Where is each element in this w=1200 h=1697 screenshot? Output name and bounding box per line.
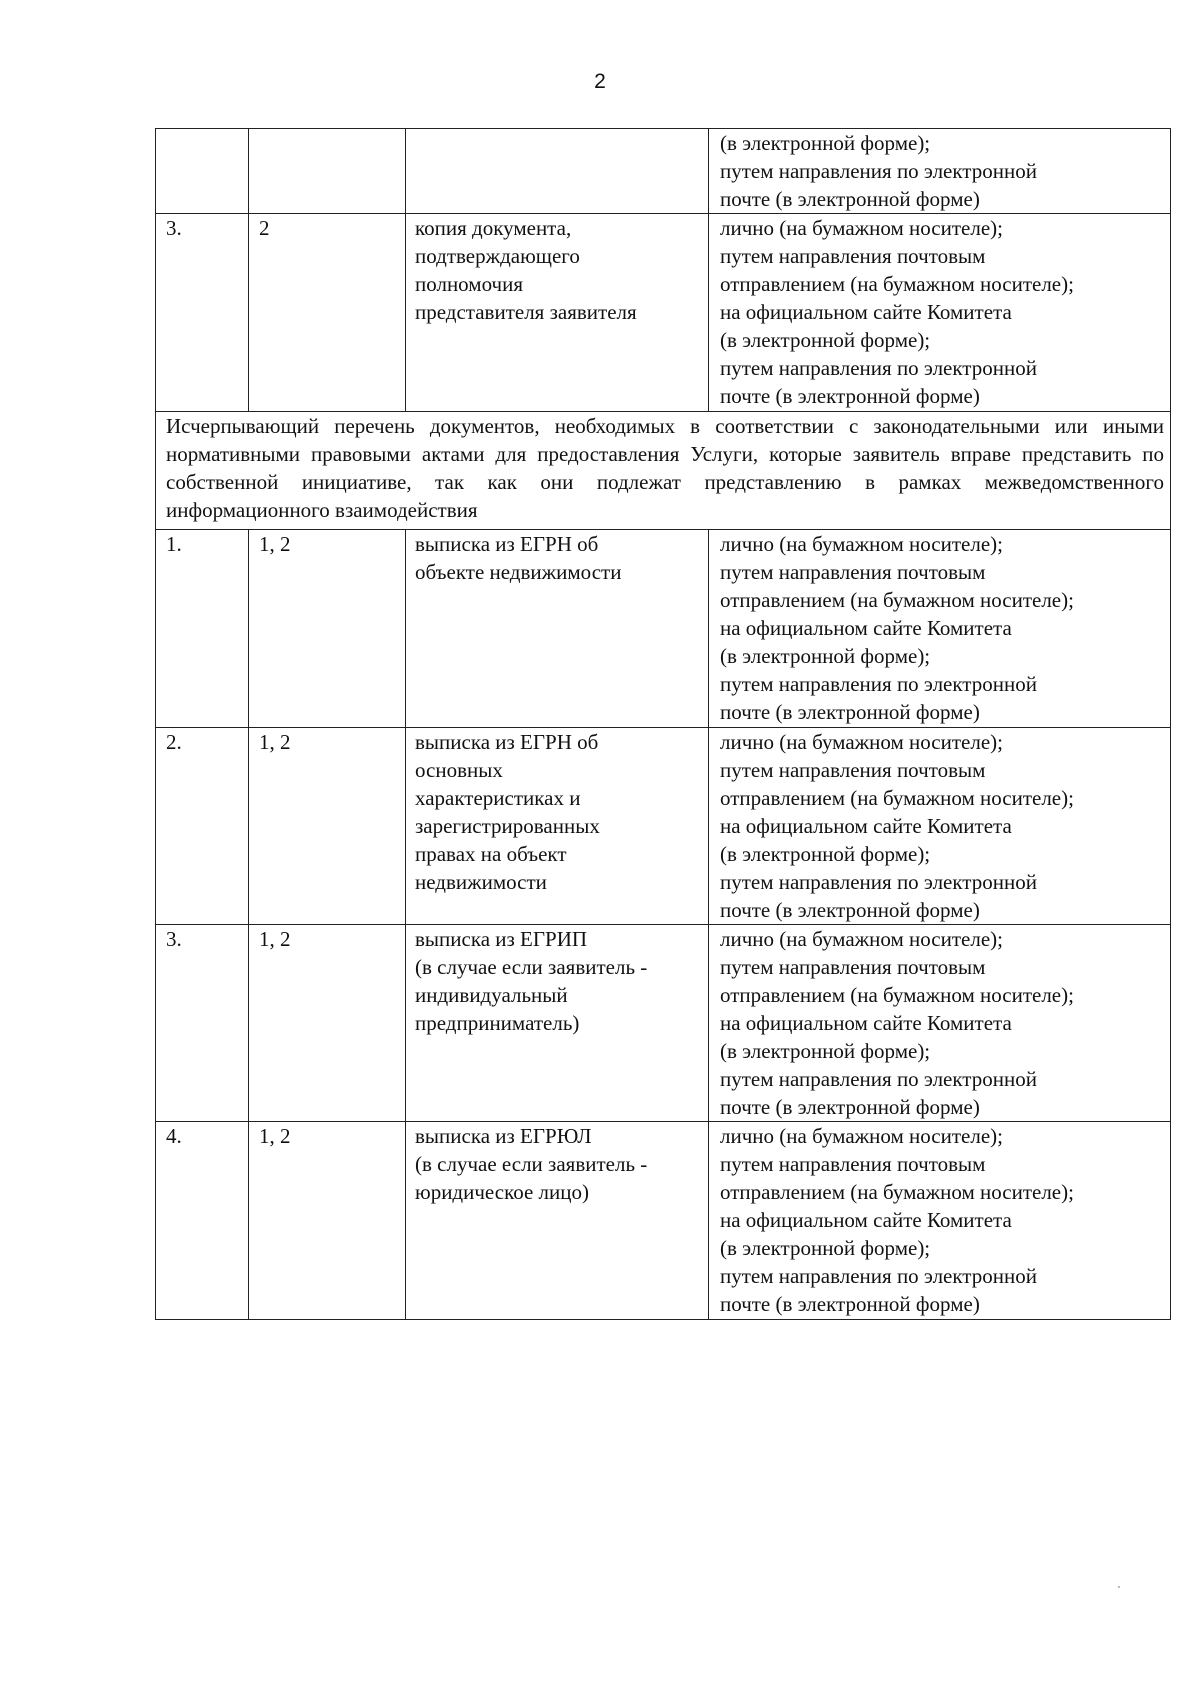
row-number-cell: 4.	[156, 1122, 249, 1320]
section-header-row	[156, 412, 1171, 530]
applicant-category-cell	[249, 129, 406, 214]
table-row	[156, 214, 1171, 412]
documents-table	[155, 128, 1171, 1320]
section-header-cell	[156, 412, 1171, 530]
submission-method-cell: лично (на бумажном носителе); путем направления почтовым отправлением (на бумажном носителе); на официальном сайте Комитета (в электронной форме); путем направления по электронной почте (в электронной форме)	[709, 728, 1171, 925]
section-header-text: Исчерпывающий перечень документов, необходимых в соответствии с законодательными или иными нормативными правовыми актами для предоставления Услуги, которые заявитель вправе представить по собственной инициативе, так как они подлежат представлению в рамках межведомственного информационного взаимодействия	[166, 414, 1164, 522]
table-row	[156, 728, 1171, 925]
document-name-cell: выписка из ЕГРН об объекте недвижимости	[406, 530, 709, 728]
page-number: 2	[594, 70, 606, 93]
submission-method-cell: лично (на бумажном носителе); путем направления почтовым отправлением (на бумажном носителе); на официальном сайте Комитета (в электронной форме); путем направления по электронной почте (в электронной форме)	[709, 214, 1171, 412]
document-name-cell: выписка из ЕГРЮЛ (в случае если заявитель - юридическое лицо)	[406, 1122, 709, 1320]
document-name-cell: выписка из ЕГРН об основных характеристиках и зарегистрированных правах на объект недвижимости	[406, 728, 709, 925]
applicant-category-cell: 2	[249, 214, 406, 412]
table-row	[156, 530, 1171, 728]
submission-method-cell: (в электронной форме); путем направления по электронной почте (в электронной форме)	[709, 129, 1171, 214]
row-number-cell: 3.	[156, 214, 249, 412]
row-number-cell: 3.	[156, 925, 249, 1122]
table-row-continuation	[156, 129, 1171, 214]
submission-method-cell: лично (на бумажном носителе); путем направления почтовым отправлением (на бумажном носителе); на официальном сайте Комитета (в электронной форме); путем направления по электронной почте (в электронной форме)	[709, 530, 1171, 728]
row-number-cell: 1.	[156, 530, 249, 728]
row-number-cell: 2.	[156, 728, 249, 925]
submission-method-cell: лично (на бумажном носителе); путем направления почтовым отправлением (на бумажном носителе); на официальном сайте Комитета (в электронной форме); путем направления по электронной почте (в электронной форме)	[709, 925, 1171, 1122]
submission-method-cell: лично (на бумажном носителе); путем направления почтовым отправлением (на бумажном носителе); на официальном сайте Комитета (в электронной форме); путем направления по электронной почте (в электронной форме)	[709, 1122, 1171, 1320]
table-row	[156, 925, 1171, 1122]
applicant-category-cell: 1, 2	[249, 925, 406, 1122]
applicant-category-cell: 1, 2	[249, 1122, 406, 1320]
row-number-cell	[156, 129, 249, 214]
document-name-cell	[406, 129, 709, 214]
table-row	[156, 1122, 1171, 1320]
applicant-category-cell: 1, 2	[249, 530, 406, 728]
document-name-cell: выписка из ЕГРИП (в случае если заявитель - индивидуальный предприниматель)	[406, 925, 709, 1122]
applicant-category-cell: 1, 2	[249, 728, 406, 925]
scan-artifact	[1118, 1586, 1120, 1588]
document-name-cell: копия документа, подтверждающего полномочия представителя заявителя	[406, 214, 709, 412]
